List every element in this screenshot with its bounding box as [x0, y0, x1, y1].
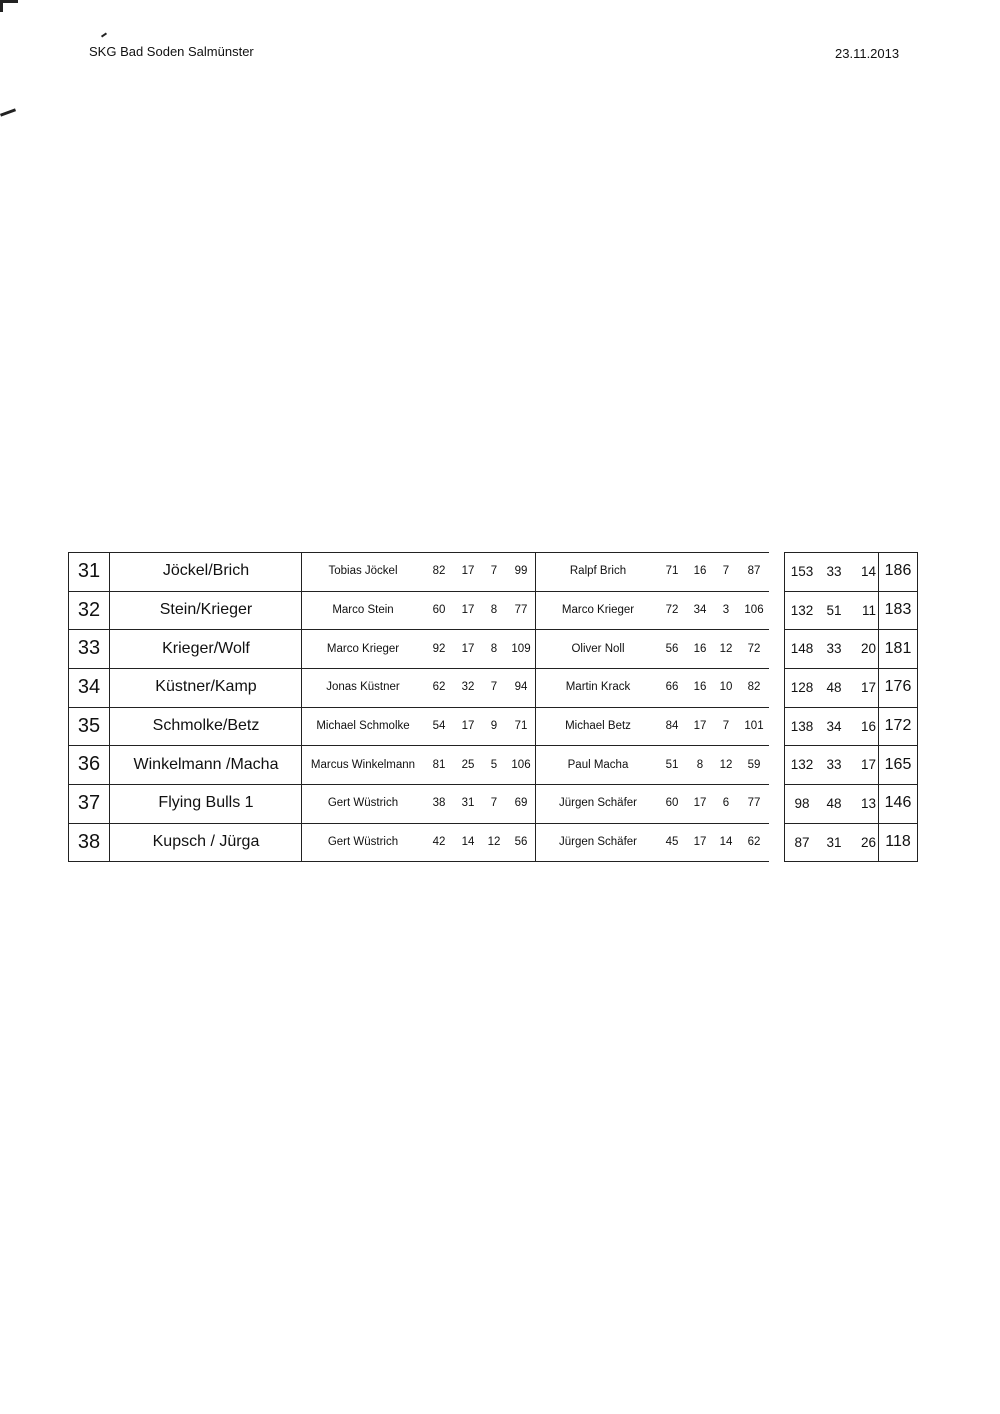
- team-total-b-cell: 31: [826, 834, 842, 850]
- player1-total-cell: 77: [514, 604, 528, 617]
- team-total-a-cell: 128: [790, 679, 814, 695]
- document-date: 23.11.2013: [835, 46, 900, 61]
- player2-score-c-cell: 6: [722, 797, 730, 810]
- player1-score-c-cell: 7: [490, 565, 498, 578]
- team-total-a-cell: 148: [790, 641, 814, 657]
- player1-score-c-cell: 5: [490, 758, 498, 771]
- player2-score-a-cell: 56: [665, 642, 679, 655]
- team-total-c-cell: 13: [860, 795, 876, 811]
- player1-total-cell: 56: [514, 836, 528, 849]
- player1-score-b-cell: 25: [461, 758, 475, 771]
- player1-name-cell: Marco Krieger: [326, 642, 400, 655]
- team-total-b-cell: 34: [826, 718, 842, 734]
- team-total-b-cell: 33: [826, 641, 842, 657]
- player2-score-a-cell: 71: [665, 565, 679, 578]
- player1-score-c-cell: 8: [490, 642, 498, 655]
- player2-score-a-cell: 60: [665, 797, 679, 810]
- player1-total-cell: 71: [514, 720, 528, 733]
- team-total-b-cell: 48: [826, 679, 842, 695]
- team-total-a-cell: 132: [790, 757, 814, 773]
- final-score-cell: 146: [884, 794, 912, 812]
- player2-name-cell: Oliver Noll: [571, 642, 625, 655]
- player2-score-b-cell: 16: [693, 681, 707, 694]
- player2-score-c-cell: 14: [719, 836, 733, 849]
- player2-name-cell: Ralpf Brich: [569, 565, 627, 578]
- player2-score-a-cell: 84: [665, 720, 679, 733]
- final-score-cell: 181: [884, 639, 912, 657]
- team-name-cell: Küstner/Kamp: [155, 678, 257, 696]
- team-total-c-cell: 17: [860, 757, 876, 773]
- player2-score-c-cell: 12: [719, 642, 733, 655]
- player1-total-cell: 69: [514, 797, 528, 810]
- player2-total-cell: 62: [747, 836, 761, 849]
- player2-name-cell: Martin Krack: [565, 681, 631, 694]
- player1-total-cell: 94: [514, 681, 528, 694]
- team-total-a-cell: 98: [794, 795, 810, 811]
- player1-score-b-cell: 17: [461, 604, 475, 617]
- team-total-a-cell: 153: [790, 563, 814, 579]
- player1-score-a-cell: 82: [432, 565, 446, 578]
- team-total-b-cell: 51: [826, 602, 842, 618]
- player1-score-b-cell: 32: [461, 681, 475, 694]
- player1-name-cell: Gert Wüstrich: [327, 797, 399, 810]
- final-score-cell: 165: [884, 755, 912, 773]
- player1-score-a-cell: 81: [432, 758, 446, 771]
- table-row: [68, 707, 919, 746]
- results-table: [68, 552, 919, 862]
- player2-score-c-cell: 7: [722, 565, 730, 578]
- player1-name-cell: Marco Stein: [332, 604, 394, 617]
- player1-total-cell: 106: [511, 758, 531, 771]
- player2-name-cell: Paul Macha: [567, 758, 629, 771]
- table-row: [68, 823, 919, 862]
- team-total-c-cell: 20: [860, 641, 876, 657]
- team-name-cell: Winkelmann /Macha: [133, 755, 279, 773]
- rank-cell: 37: [77, 791, 101, 814]
- player2-score-c-cell: 12: [719, 758, 733, 771]
- team-total-c-cell: 14: [860, 563, 876, 579]
- team-total-a-cell: 138: [790, 718, 814, 734]
- team-total-c-cell: 11: [861, 602, 876, 618]
- table-row: [68, 668, 919, 707]
- player1-total-cell: 109: [511, 642, 531, 655]
- final-score-cell: 186: [884, 562, 912, 580]
- player2-total-cell: 77: [747, 797, 761, 810]
- final-score-cell: 183: [884, 601, 912, 619]
- table-row: [68, 591, 919, 630]
- final-score-cell: 176: [884, 678, 912, 696]
- player2-score-a-cell: 51: [665, 758, 679, 771]
- player1-score-b-cell: 31: [461, 797, 475, 810]
- player2-name-cell: Jürgen Schäfer: [559, 797, 637, 810]
- player1-score-b-cell: 14: [461, 836, 475, 849]
- player1-name-cell: Tobias Jöckel: [328, 565, 398, 578]
- player2-score-c-cell: 3: [722, 604, 730, 617]
- team-total-b-cell: 33: [826, 757, 842, 773]
- team-name-cell: Kupsch / Jürga: [152, 833, 260, 851]
- team-name-cell: Schmolke/Betz: [152, 717, 260, 735]
- player1-score-c-cell: 9: [490, 720, 498, 733]
- final-score-cell: 118: [885, 833, 911, 851]
- player2-score-b-cell: 17: [693, 836, 707, 849]
- player2-score-c-cell: 7: [722, 720, 730, 733]
- player1-score-a-cell: 60: [432, 604, 446, 617]
- player2-score-b-cell: 16: [693, 642, 707, 655]
- player2-score-b-cell: 17: [693, 797, 707, 810]
- team-name-cell: Flying Bulls 1: [158, 794, 254, 812]
- player1-score-b-cell: 17: [461, 565, 475, 578]
- player2-score-b-cell: 16: [693, 565, 707, 578]
- team-total-b-cell: 33: [826, 563, 842, 579]
- player1-total-cell: 99: [514, 565, 528, 578]
- player2-total-cell: 87: [747, 565, 761, 578]
- player1-score-c-cell: 7: [490, 797, 498, 810]
- player1-name-cell: Marcus Winkelmann: [310, 758, 416, 771]
- team-total-c-cell: 17: [860, 679, 876, 695]
- player2-total-cell: 72: [747, 642, 761, 655]
- player1-score-a-cell: 54: [432, 720, 446, 733]
- rank-cell: 31: [77, 559, 101, 582]
- team-name-cell: Stein/Krieger: [159, 601, 253, 619]
- player1-score-c-cell: 12: [487, 836, 501, 849]
- scan-corner-mark: [0, 0, 3, 12]
- player1-score-a-cell: 92: [432, 642, 446, 655]
- player1-score-a-cell: 42: [432, 836, 446, 849]
- final-score-cell: 172: [884, 717, 912, 735]
- rank-cell: 38: [77, 830, 101, 853]
- table-row: [68, 629, 919, 668]
- player1-name-cell: Jonas Küstner: [326, 681, 400, 694]
- player1-score-c-cell: 7: [490, 681, 498, 694]
- player1-name-cell: Gert Wüstrich: [327, 836, 399, 849]
- scan-speck: [101, 32, 107, 37]
- player2-name-cell: Marco Krieger: [561, 604, 635, 617]
- team-name-cell: Jöckel/Brich: [162, 562, 250, 580]
- rank-cell: 35: [77, 714, 101, 737]
- player2-total-cell: 82: [747, 681, 761, 694]
- player2-total-cell: 59: [747, 758, 761, 771]
- player2-score-b-cell: 8: [696, 758, 704, 771]
- rank-cell: 36: [77, 753, 101, 776]
- player1-score-b-cell: 17: [461, 642, 475, 655]
- player2-score-a-cell: 45: [665, 836, 679, 849]
- player1-score-c-cell: 8: [490, 604, 498, 617]
- player2-total-cell: 106: [744, 604, 764, 617]
- player1-score-a-cell: 38: [432, 797, 446, 810]
- scan-speck: [0, 108, 16, 116]
- player2-score-a-cell: 66: [665, 681, 679, 694]
- team-name-cell: Krieger/Wolf: [162, 639, 250, 657]
- player2-total-cell: 101: [744, 720, 764, 733]
- table-row: [68, 552, 919, 591]
- team-total-b-cell: 48: [826, 795, 842, 811]
- player2-name-cell: Jürgen Schäfer: [559, 836, 637, 849]
- team-total-c-cell: 16: [860, 718, 876, 734]
- player1-score-a-cell: 62: [432, 681, 446, 694]
- player1-score-b-cell: 17: [461, 720, 475, 733]
- player2-score-c-cell: 10: [719, 681, 733, 694]
- team-total-a-cell: 87: [794, 834, 810, 850]
- player2-score-a-cell: 72: [665, 604, 679, 617]
- team-total-a-cell: 132: [790, 602, 814, 618]
- player2-score-b-cell: 34: [693, 604, 707, 617]
- player2-score-b-cell: 17: [693, 720, 707, 733]
- table-row: [68, 784, 919, 823]
- rank-cell: 34: [77, 675, 101, 698]
- rank-cell: 33: [77, 637, 101, 660]
- club-name: SKG Bad Soden Salmünster: [89, 44, 254, 59]
- table-row: [68, 745, 919, 784]
- team-total-c-cell: 26: [860, 834, 876, 850]
- player1-name-cell: Michael Schmolke: [316, 720, 410, 733]
- rank-cell: 32: [77, 598, 101, 621]
- player2-name-cell: Michael Betz: [565, 720, 631, 733]
